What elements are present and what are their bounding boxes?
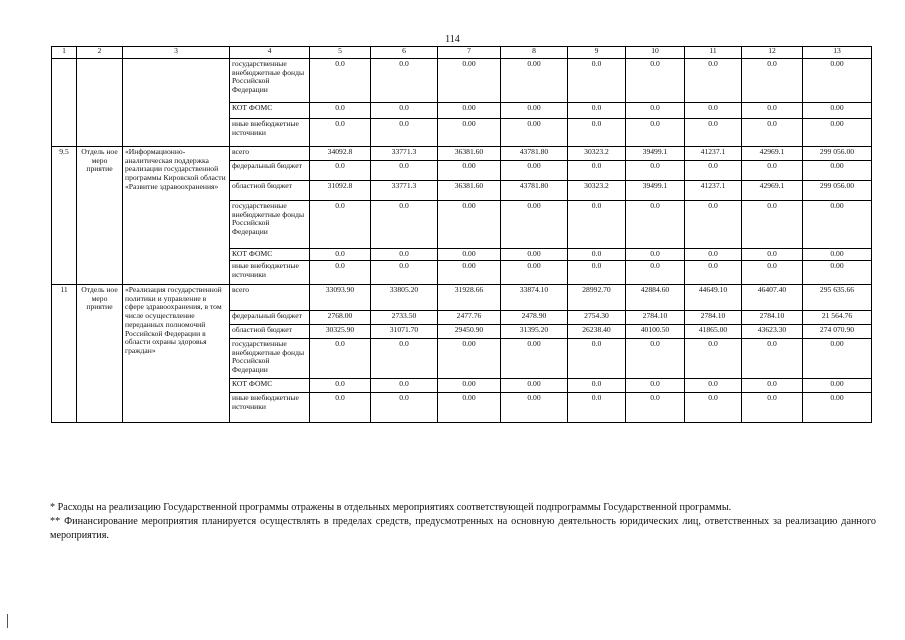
column-header: 11 — [685, 47, 742, 59]
budget-table — [51, 46, 872, 423]
value-cell: 0.00 — [438, 261, 501, 285]
row-name-cell — [123, 59, 230, 147]
footnote-2: ** Финансирование мероприятия планируется осуществлять в пределах средств, предусмотренных на основную деятельность юридических лиц, ответственных за реализацию данного мероприятия. — [50, 516, 876, 541]
value-cell: 0.00 — [803, 59, 872, 103]
value-cell: 0.0 — [310, 249, 371, 261]
value-cell: 0.0 — [685, 393, 742, 423]
funding-source-cell: КОТ ФОМС — [230, 103, 310, 119]
value-cell: 0.0 — [371, 103, 438, 119]
value-cell: 0.0 — [742, 59, 803, 103]
funding-source-cell: федеральный бюджет — [230, 311, 310, 325]
funding-source-cell: иные внебюджетные источники — [230, 261, 310, 285]
scan-margin-mark — [7, 614, 8, 628]
value-cell: 0.0 — [685, 119, 742, 147]
value-cell: 0.0 — [568, 339, 626, 379]
funding-source-cell: КОТ ФОМС — [230, 249, 310, 261]
value-cell: 30325.90 — [310, 325, 371, 339]
value-cell: 0.0 — [568, 379, 626, 393]
value-cell: 0.00 — [438, 393, 501, 423]
header-row — [52, 47, 872, 59]
value-cell: 0.0 — [626, 393, 685, 423]
column-header: 8 — [501, 47, 568, 59]
value-cell: 33771.3 — [371, 181, 438, 201]
value-cell: 29450.90 — [438, 325, 501, 339]
value-cell: 43623.30 — [742, 325, 803, 339]
value-cell: 0.0 — [310, 261, 371, 285]
value-cell: 0.0 — [371, 59, 438, 103]
value-cell: 0.0 — [742, 119, 803, 147]
value-cell: 0.0 — [685, 103, 742, 119]
value-cell: 2784.10 — [626, 311, 685, 325]
value-cell: 0.0 — [310, 393, 371, 423]
value-cell: 0.0 — [310, 103, 371, 119]
column-header: 12 — [742, 47, 803, 59]
value-cell: 0.0 — [742, 379, 803, 393]
value-cell: 0.0 — [742, 339, 803, 379]
value-cell: 0.00 — [501, 249, 568, 261]
value-cell: 0.0 — [685, 161, 742, 181]
value-cell: 0.00 — [438, 59, 501, 103]
value-cell: 0.00 — [501, 103, 568, 119]
row-type-cell: Отдель ное меро приятие — [77, 147, 123, 285]
value-cell: 0.0 — [685, 379, 742, 393]
value-cell: 0.0 — [742, 201, 803, 249]
footnote-1: * Расходы на реализацию Государственной программы отражены в отдельных мероприятиях соответствующей подпрограммы Государственной программы. — [50, 502, 732, 513]
column-header: 7 — [438, 47, 501, 59]
table-body — [52, 59, 872, 423]
footnotes — [50, 501, 876, 543]
row-id-cell: 11 — [52, 285, 77, 423]
value-cell: 2754.30 — [568, 311, 626, 325]
table-row — [52, 147, 872, 161]
value-cell: 0.0 — [568, 103, 626, 119]
value-cell: 2784.10 — [685, 311, 742, 325]
value-cell: 41865.00 — [685, 325, 742, 339]
column-header: 9 — [568, 47, 626, 59]
value-cell: 0.0 — [310, 339, 371, 379]
value-cell: 0.0 — [371, 261, 438, 285]
column-header: 6 — [371, 47, 438, 59]
value-cell: 0.0 — [310, 201, 371, 249]
value-cell: 0.00 — [803, 119, 872, 147]
value-cell: 0.0 — [568, 393, 626, 423]
value-cell: 0.00 — [438, 103, 501, 119]
value-cell: 0.0 — [626, 119, 685, 147]
value-cell: 0.00 — [501, 59, 568, 103]
funding-source-cell: КОТ ФОМС — [230, 379, 310, 393]
value-cell: 0.0 — [568, 119, 626, 147]
table-row — [52, 59, 872, 103]
row-id-cell — [52, 59, 77, 147]
value-cell: 0.00 — [501, 379, 568, 393]
value-cell: 0.0 — [568, 161, 626, 181]
value-cell: 0.0 — [371, 379, 438, 393]
value-cell: 36381.60 — [438, 181, 501, 201]
value-cell: 0.0 — [626, 59, 685, 103]
value-cell: 0.0 — [626, 261, 685, 285]
value-cell: 0.0 — [626, 161, 685, 181]
value-cell: 0.0 — [371, 161, 438, 181]
funding-source-cell: всего — [230, 147, 310, 161]
value-cell: 0.00 — [438, 379, 501, 393]
value-cell: 0.00 — [501, 261, 568, 285]
value-cell: 0.0 — [371, 201, 438, 249]
funding-source-cell: областной бюджет — [230, 325, 310, 339]
value-cell: 0.0 — [685, 339, 742, 379]
funding-source-cell: всего — [230, 285, 310, 311]
value-cell: 0.0 — [310, 379, 371, 393]
funding-source-cell: областной бюджет — [230, 181, 310, 201]
value-cell: 31092.8 — [310, 181, 371, 201]
value-cell: 0.00 — [501, 119, 568, 147]
value-cell: 33874.10 — [501, 285, 568, 311]
value-cell: 0.00 — [438, 201, 501, 249]
value-cell: 0.00 — [501, 393, 568, 423]
value-cell: 41237.1 — [685, 147, 742, 161]
value-cell: 299 056.00 — [803, 181, 872, 201]
value-cell: 28992.70 — [568, 285, 626, 311]
table-row — [52, 285, 872, 311]
value-cell: 43781.80 — [501, 181, 568, 201]
value-cell: 0.0 — [626, 201, 685, 249]
value-cell: 42884.60 — [626, 285, 685, 311]
value-cell: 0.0 — [568, 201, 626, 249]
value-cell: 33805.20 — [371, 285, 438, 311]
value-cell: 40100.50 — [626, 325, 685, 339]
value-cell: 0.0 — [685, 249, 742, 261]
value-cell: 0.0 — [310, 161, 371, 181]
value-cell: 34092.8 — [310, 147, 371, 161]
value-cell: 39499.1 — [626, 147, 685, 161]
value-cell: 41237.1 — [685, 181, 742, 201]
value-cell: 44649.10 — [685, 285, 742, 311]
value-cell: 2477.76 — [438, 311, 501, 325]
value-cell: 299 056.00 — [803, 147, 872, 161]
funding-source-cell: иные внебюджетные источники — [230, 119, 310, 147]
value-cell: 31928.66 — [438, 285, 501, 311]
value-cell: 33093.90 — [310, 285, 371, 311]
value-cell: 0.00 — [803, 339, 872, 379]
value-cell: 0.0 — [310, 59, 371, 103]
value-cell: 295 635.66 — [803, 285, 872, 311]
column-header: 3 — [123, 47, 230, 59]
value-cell: 0.0 — [626, 339, 685, 379]
value-cell: 0.0 — [371, 393, 438, 423]
value-cell: 30323.2 — [568, 147, 626, 161]
value-cell: 0.00 — [501, 161, 568, 181]
value-cell: 0.0 — [626, 249, 685, 261]
value-cell: 0.0 — [568, 59, 626, 103]
column-header: 2 — [77, 47, 123, 59]
funding-source-cell: государственные внебюджетные фонды Российской Федерации — [230, 59, 310, 103]
funding-source-cell: федеральный бюджет — [230, 161, 310, 181]
value-cell: 0.00 — [803, 161, 872, 181]
value-cell: 0.00 — [803, 393, 872, 423]
value-cell: 0.00 — [438, 249, 501, 261]
value-cell: 0.0 — [742, 261, 803, 285]
value-cell: 0.00 — [438, 119, 501, 147]
value-cell: 0.0 — [626, 103, 685, 119]
value-cell: 0.0 — [685, 201, 742, 249]
value-cell: 31395.20 — [501, 325, 568, 339]
value-cell: 0.00 — [501, 339, 568, 379]
value-cell: 0.0 — [568, 249, 626, 261]
value-cell: 0.0 — [371, 249, 438, 261]
value-cell: 0.00 — [438, 161, 501, 181]
column-header: 1 — [52, 47, 77, 59]
value-cell: 0.0 — [568, 261, 626, 285]
row-type-cell: Отдель ное меро приятие — [77, 285, 123, 423]
value-cell: 2733.50 — [371, 311, 438, 325]
value-cell: 0.0 — [742, 249, 803, 261]
value-cell: 33771.3 — [371, 147, 438, 161]
value-cell: 0.00 — [438, 339, 501, 379]
value-cell: 0.00 — [803, 379, 872, 393]
row-type-cell — [77, 59, 123, 147]
column-header: 13 — [803, 47, 872, 59]
value-cell: 2478.90 — [501, 311, 568, 325]
value-cell: 26238.40 — [568, 325, 626, 339]
column-header: 5 — [310, 47, 371, 59]
value-cell: 0.00 — [803, 201, 872, 249]
value-cell: 43781.80 — [501, 147, 568, 161]
value-cell: 0.0 — [685, 59, 742, 103]
value-cell: 274 070.90 — [803, 325, 872, 339]
column-header: 4 — [230, 47, 310, 59]
value-cell: 39499.1 — [626, 181, 685, 201]
value-cell: 0.0 — [742, 393, 803, 423]
value-cell: 0.00 — [803, 103, 872, 119]
value-cell: 0.0 — [742, 103, 803, 119]
page-number: 114 — [445, 34, 460, 45]
value-cell: 0.00 — [501, 201, 568, 249]
row-name-cell: «Информационно-аналитическая поддержка реализации государственной программы Кировской области «Развитие здравоохранения» — [123, 147, 230, 285]
value-cell: 31071.70 — [371, 325, 438, 339]
funding-source-cell: иные внебюджетные источники — [230, 393, 310, 423]
value-cell: 36381.60 — [438, 147, 501, 161]
value-cell: 0.0 — [742, 161, 803, 181]
value-cell: 2768.00 — [310, 311, 371, 325]
value-cell: 46407.40 — [742, 285, 803, 311]
row-id-cell: 9.5 — [52, 147, 77, 285]
value-cell: 0.0 — [685, 261, 742, 285]
value-cell: 0.00 — [803, 261, 872, 285]
value-cell: 2784.10 — [742, 311, 803, 325]
value-cell: 21 564.76 — [803, 311, 872, 325]
value-cell: 42969.1 — [742, 181, 803, 201]
value-cell: 0.0 — [371, 119, 438, 147]
column-header: 10 — [626, 47, 685, 59]
funding-source-cell: государственные внебюджетные фонды Российской Федерации — [230, 201, 310, 249]
value-cell: 0.0 — [371, 339, 438, 379]
value-cell: 42969.1 — [742, 147, 803, 161]
value-cell: 0.0 — [310, 119, 371, 147]
value-cell: 0.00 — [803, 249, 872, 261]
funding-source-cell: государственные внебюджетные фонды Российской Федерации — [230, 339, 310, 379]
value-cell: 30323.2 — [568, 181, 626, 201]
row-name-cell: «Реализация государственной политики и управление в сфере здравоохранения, в том числе осуществление переданных полномочий Российской Федерации в области охраны здоровья граждан» — [123, 285, 230, 423]
value-cell: 0.0 — [626, 379, 685, 393]
